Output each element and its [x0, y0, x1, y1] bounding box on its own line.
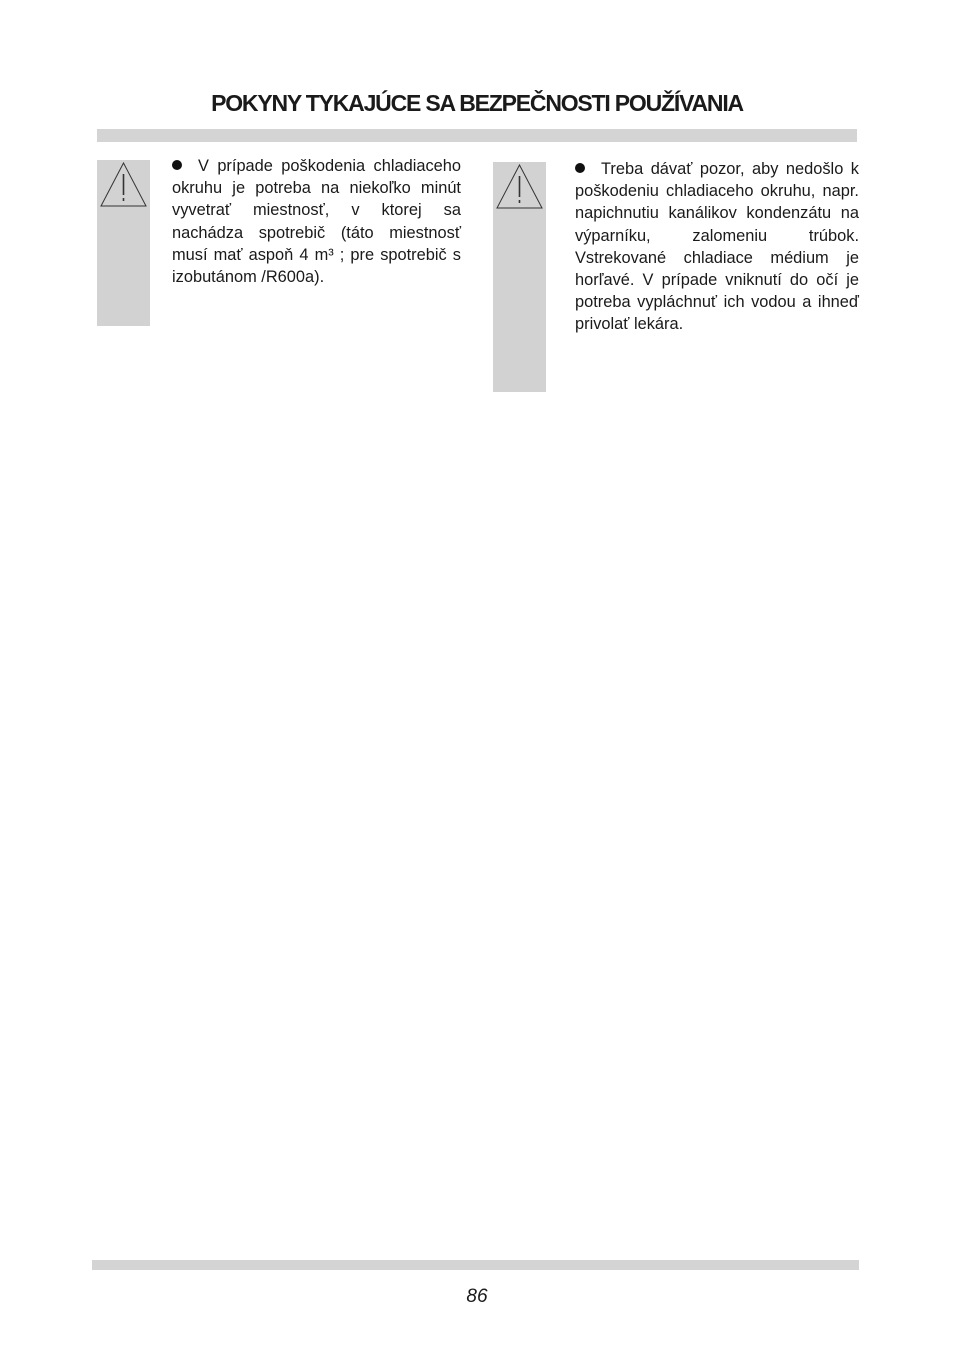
warning-triangle-icon	[97, 160, 150, 210]
warning-bar-1	[97, 160, 150, 326]
footer-divider	[92, 1260, 859, 1270]
header-divider	[97, 129, 857, 142]
bullet-icon	[172, 160, 182, 170]
warning-text-2-content: Treba dávať pozor, aby nedošlo k poškodeniu chladiaceho okruhu, napr. napichnutiu kanálikov kondenzátu na výparníku, zalomeniu trúbok. Vstrekované chladiace médium je horľavé. V prípade vniknutí do očí je potreba vypláchnuť ich vodou a ihneď privolať lekára.	[575, 160, 859, 334]
warning-text-1-content: V prípade poškodenia chladiaceho okruhu je potreba na niekoľko minút vyvetrať miestnosť, v ktorej sa nachádza spotrebič (táto miestnosť musí mať aspoň 4 m³ ; pre spotrebič s izobutánom /R600a).	[172, 157, 461, 287]
warning-triangle-icon	[493, 162, 546, 212]
warning-text-2	[575, 158, 859, 336]
bullet-icon	[575, 163, 585, 173]
warning-text-1	[172, 155, 461, 288]
warning-bar-2	[493, 162, 546, 392]
page-number: 86	[466, 1286, 488, 1307]
page-title: POKYNY TYKAJÚCE SA BEZPEČNOSTI POUŽÍVANIA	[211, 90, 743, 116]
